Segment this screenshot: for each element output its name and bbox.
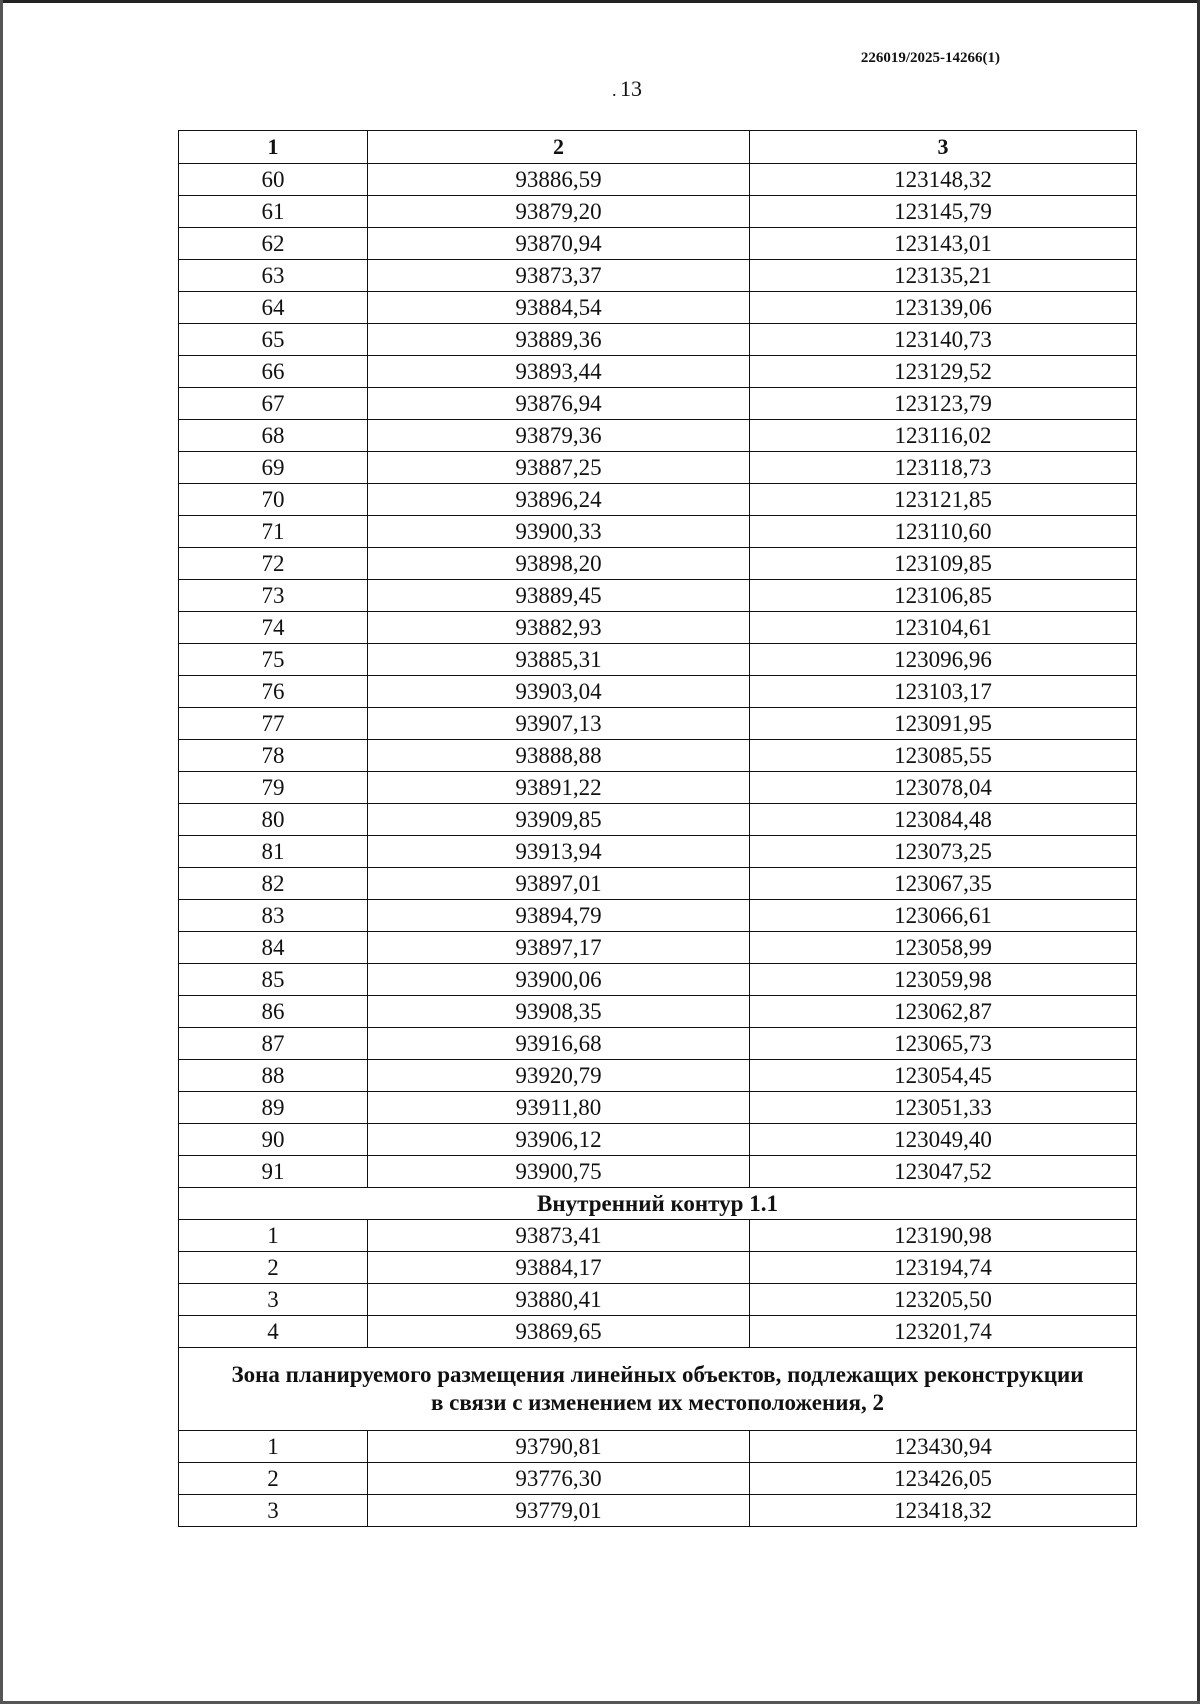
point-number-cell: 82 <box>179 868 368 900</box>
main-rows <box>179 164 1137 1188</box>
point-number-cell: 74 <box>179 612 368 644</box>
y-coordinate-cell: 123205,50 <box>750 1284 1137 1316</box>
table-row <box>179 1060 1137 1092</box>
table-row <box>179 420 1137 452</box>
y-coordinate-cell: 123078,04 <box>750 772 1137 804</box>
point-number-cell: 77 <box>179 708 368 740</box>
table-row <box>179 964 1137 996</box>
point-number-cell: 66 <box>179 356 368 388</box>
y-coordinate-cell: 123418,32 <box>750 1495 1137 1527</box>
x-coordinate-cell: 93879,20 <box>368 196 750 228</box>
x-coordinate-cell: 93888,88 <box>368 740 750 772</box>
point-number-cell: 80 <box>179 804 368 836</box>
y-coordinate-cell: 123065,73 <box>750 1028 1137 1060</box>
x-coordinate-cell: 93906,12 <box>368 1124 750 1156</box>
section-title <box>179 1348 1137 1431</box>
table-row <box>179 804 1137 836</box>
section-title: Внутренний контур 1.1 <box>179 1188 1137 1220</box>
point-number-cell: 73 <box>179 580 368 612</box>
point-number-cell: 83 <box>179 900 368 932</box>
x-coordinate-cell: 93873,37 <box>368 260 750 292</box>
x-coordinate-cell: 93889,45 <box>368 580 750 612</box>
table-row <box>179 260 1137 292</box>
table-row <box>179 452 1137 484</box>
point-number-cell: 60 <box>179 164 368 196</box>
x-coordinate-cell: 93911,80 <box>368 1092 750 1124</box>
x-coordinate-cell: 93896,24 <box>368 484 750 516</box>
table-row <box>179 900 1137 932</box>
x-coordinate-cell: 93903,04 <box>368 676 750 708</box>
y-coordinate-cell: 123194,74 <box>750 1252 1137 1284</box>
y-coordinate-cell: 123145,79 <box>750 196 1137 228</box>
x-coordinate-cell: 93879,36 <box>368 420 750 452</box>
point-number-cell: 4 <box>179 1316 368 1348</box>
x-coordinate-cell: 93884,54 <box>368 292 750 324</box>
y-coordinate-cell: 123110,60 <box>750 516 1137 548</box>
y-coordinate-cell: 123190,98 <box>750 1220 1137 1252</box>
y-coordinate-cell: 123058,99 <box>750 932 1137 964</box>
y-coordinate-cell: 123084,48 <box>750 804 1137 836</box>
table-row <box>179 996 1137 1028</box>
y-coordinate-cell: 123106,85 <box>750 580 1137 612</box>
section-inner-contour <box>179 1188 1137 1220</box>
table-row <box>179 484 1137 516</box>
x-coordinate-cell: 93891,22 <box>368 772 750 804</box>
table-header-row <box>179 131 1137 164</box>
x-coordinate-cell: 93887,25 <box>368 452 750 484</box>
point-number-cell: 91 <box>179 1156 368 1188</box>
table-row <box>179 1156 1137 1188</box>
point-number-cell: 84 <box>179 932 368 964</box>
y-coordinate-cell: 123118,73 <box>750 452 1137 484</box>
table-row <box>179 292 1137 324</box>
point-number-cell: 79 <box>179 772 368 804</box>
x-coordinate-cell: 93909,85 <box>368 804 750 836</box>
section-zone <box>179 1348 1137 1431</box>
point-number-cell: 85 <box>179 964 368 996</box>
y-coordinate-cell: 123123,79 <box>750 388 1137 420</box>
table-row <box>179 1124 1137 1156</box>
table-row <box>179 196 1137 228</box>
table-row <box>179 356 1137 388</box>
y-coordinate-cell: 123143,01 <box>750 228 1137 260</box>
table-row <box>179 676 1137 708</box>
column-header-2: 2 <box>368 131 750 164</box>
y-coordinate-cell: 123103,17 <box>750 676 1137 708</box>
y-coordinate-cell: 123067,35 <box>750 868 1137 900</box>
y-coordinate-cell: 123201,74 <box>750 1316 1137 1348</box>
x-coordinate-cell: 93894,79 <box>368 900 750 932</box>
y-coordinate-cell: 123062,87 <box>750 996 1137 1028</box>
table-row <box>179 548 1137 580</box>
y-coordinate-cell: 123148,32 <box>750 164 1137 196</box>
table-row <box>179 1463 1137 1495</box>
table-row <box>179 1284 1137 1316</box>
scan-speck: . <box>612 80 617 100</box>
x-coordinate-cell: 93907,13 <box>368 708 750 740</box>
point-number-cell: 68 <box>179 420 368 452</box>
table-row <box>179 644 1137 676</box>
point-number-cell: 70 <box>179 484 368 516</box>
y-coordinate-cell: 123139,06 <box>750 292 1137 324</box>
point-number-cell: 71 <box>179 516 368 548</box>
point-number-cell: 3 <box>179 1495 368 1527</box>
x-coordinate-cell: 93886,59 <box>368 164 750 196</box>
point-number-cell: 67 <box>179 388 368 420</box>
x-coordinate-cell: 93873,41 <box>368 1220 750 1252</box>
x-coordinate-cell: 93884,17 <box>368 1252 750 1284</box>
y-coordinate-cell: 123116,02 <box>750 420 1137 452</box>
y-coordinate-cell: 123073,25 <box>750 836 1137 868</box>
y-coordinate-cell: 123047,52 <box>750 1156 1137 1188</box>
y-coordinate-cell: 123140,73 <box>750 324 1137 356</box>
column-header-3: 3 <box>750 131 1137 164</box>
y-coordinate-cell: 123430,94 <box>750 1431 1137 1463</box>
y-coordinate-cell: 123054,45 <box>750 1060 1137 1092</box>
point-number-cell: 3 <box>179 1284 368 1316</box>
y-coordinate-cell: 123085,55 <box>750 740 1137 772</box>
section-2-rows <box>179 1431 1137 1527</box>
x-coordinate-cell: 93900,75 <box>368 1156 750 1188</box>
point-number-cell: 75 <box>179 644 368 676</box>
x-coordinate-cell: 93880,41 <box>368 1284 750 1316</box>
point-number-cell: 62 <box>179 228 368 260</box>
point-number-cell: 1 <box>179 1220 368 1252</box>
table-row <box>179 1316 1137 1348</box>
point-number-cell: 64 <box>179 292 368 324</box>
table-row <box>179 868 1137 900</box>
x-coordinate-cell: 93876,94 <box>368 388 750 420</box>
section-title-row <box>179 1188 1137 1220</box>
table-row <box>179 324 1137 356</box>
x-coordinate-cell: 93897,17 <box>368 932 750 964</box>
y-coordinate-cell: 123066,61 <box>750 900 1137 932</box>
point-number-cell: 78 <box>179 740 368 772</box>
y-coordinate-cell: 123104,61 <box>750 612 1137 644</box>
point-number-cell: 2 <box>179 1463 368 1495</box>
x-coordinate-cell: 93893,44 <box>368 356 750 388</box>
x-coordinate-cell: 93869,65 <box>368 1316 750 1348</box>
y-coordinate-cell: 123051,33 <box>750 1092 1137 1124</box>
scan-edge-top <box>0 0 1200 3</box>
x-coordinate-cell: 93920,79 <box>368 1060 750 1092</box>
table-row <box>179 772 1137 804</box>
x-coordinate-cell: 93913,94 <box>368 836 750 868</box>
table-row <box>179 164 1137 196</box>
x-coordinate-cell: 93779,01 <box>368 1495 750 1527</box>
point-number-cell: 63 <box>179 260 368 292</box>
point-number-cell: 90 <box>179 1124 368 1156</box>
point-number-cell: 88 <box>179 1060 368 1092</box>
document-number: 226019/2025-14266(1) <box>860 50 1000 66</box>
table-row <box>179 1495 1137 1527</box>
table-row <box>179 740 1137 772</box>
x-coordinate-cell: 93882,93 <box>368 612 750 644</box>
x-coordinate-cell: 93900,06 <box>368 964 750 996</box>
y-coordinate-cell: 123059,98 <box>750 964 1137 996</box>
table-row <box>179 612 1137 644</box>
point-number-cell: 61 <box>179 196 368 228</box>
y-coordinate-cell: 123121,85 <box>750 484 1137 516</box>
point-number-cell: 89 <box>179 1092 368 1124</box>
point-number-cell: 72 <box>179 548 368 580</box>
x-coordinate-cell: 93889,36 <box>368 324 750 356</box>
y-coordinate-cell: 123096,96 <box>750 644 1137 676</box>
column-header-1: 1 <box>179 131 368 164</box>
scan-edge-left <box>0 0 3 1704</box>
table-row <box>179 1431 1137 1463</box>
x-coordinate-cell: 93908,35 <box>368 996 750 1028</box>
point-number-cell: 65 <box>179 324 368 356</box>
table-row <box>179 1028 1137 1060</box>
y-coordinate-cell: 123135,21 <box>750 260 1137 292</box>
y-coordinate-cell: 123091,95 <box>750 708 1137 740</box>
table-row <box>179 708 1137 740</box>
section-title-line-2: в связи с изменением их местоположения, 2 <box>431 1390 884 1415</box>
point-number-cell: 81 <box>179 836 368 868</box>
table-row <box>179 1252 1137 1284</box>
table-row <box>179 580 1137 612</box>
point-number-cell: 86 <box>179 996 368 1028</box>
table-row <box>179 1220 1137 1252</box>
point-number-cell: 2 <box>179 1252 368 1284</box>
x-coordinate-cell: 93898,20 <box>368 548 750 580</box>
table-row <box>179 228 1137 260</box>
point-number-cell: 76 <box>179 676 368 708</box>
x-coordinate-cell: 93790,81 <box>368 1431 750 1463</box>
table-row <box>179 836 1137 868</box>
y-coordinate-cell: 123129,52 <box>750 356 1137 388</box>
x-coordinate-cell: 93900,33 <box>368 516 750 548</box>
table-row <box>179 388 1137 420</box>
x-coordinate-cell: 93916,68 <box>368 1028 750 1060</box>
x-coordinate-cell: 93897,01 <box>368 868 750 900</box>
point-number-cell: 87 <box>179 1028 368 1060</box>
section-1-rows <box>179 1220 1137 1348</box>
y-coordinate-cell: 123049,40 <box>750 1124 1137 1156</box>
point-number-cell: 69 <box>179 452 368 484</box>
table-row <box>179 932 1137 964</box>
x-coordinate-cell: 93885,31 <box>368 644 750 676</box>
point-number-cell: 1 <box>179 1431 368 1463</box>
x-coordinate-cell: 93870,94 <box>368 228 750 260</box>
coordinates-table <box>178 130 1137 1527</box>
x-coordinate-cell: 93776,30 <box>368 1463 750 1495</box>
y-coordinate-cell: 123109,85 <box>750 548 1137 580</box>
page-number: 13 <box>620 76 642 101</box>
table-row <box>179 516 1137 548</box>
section-title-row <box>179 1348 1137 1431</box>
table-row <box>179 1092 1137 1124</box>
section-title-line-1: Зона планируемого размещения линейных объектов, подлежащих реконструкции <box>231 1362 1084 1387</box>
y-coordinate-cell: 123426,05 <box>750 1463 1137 1495</box>
